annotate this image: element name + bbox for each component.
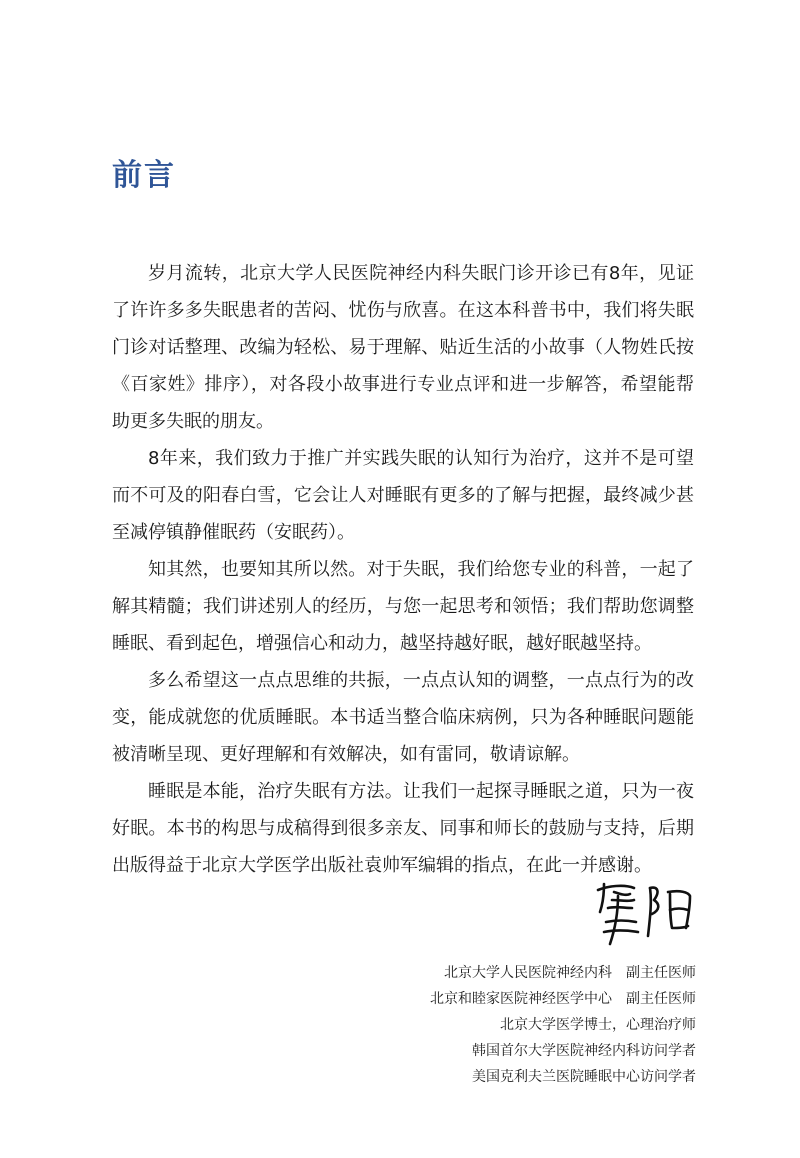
affiliation-line-4: 韩国首尔大学医院神经内科访问学者 — [472, 1043, 696, 1059]
author-affiliations — [430, 960, 696, 1090]
affiliation-line-5: 美国克利夫兰医院睡眠中心访问学者 — [472, 1069, 696, 1085]
paragraph-3: 知其然，也要知其所以然。对于失眠，我们给您专业的科普，一起了解其精髓；我们讲述别人的经历，与您一起思考和领悟；我们帮助您调整睡眠、看到起色，增强信心和动力，越坚持越好眠，越好眠越坚持。 — [112, 559, 694, 654]
paragraph-5: 睡眠是本能，治疗失眠有方法。让我们一起探寻睡眠之道，只为一夜好眠。本书的构思与成稿得到很多亲友、同事和师长的鼓励与支持，后期出版得益于北京大学医学出版社袁帅军编辑的指点，在此一并感谢。 — [112, 781, 694, 876]
paragraph-1: 岁月流转，北京大学人民医院神经内科失眠门诊开诊已有8年，见证了许许多多失眠患者的苦闷、忧伤与欣喜。在这本科普书中，我们将失眠门诊对话整理、改编为轻松、易于理解、贴近生活的小故事（人物姓氏按《百家姓》排序），对各段小故事进行专业点评和进一步解答，希望能帮助更多失眠的朋友。 — [112, 263, 694, 432]
preface-body — [112, 255, 694, 884]
paragraph-4: 多么希望这一点点思维的共振，一点点认知的调整，一点点行为的改变，能成就您的优质睡眠。本书适当整合临床病例，只为各种睡眠问题能被清晰呈现、更好理解和有效解决，如有雷同，敬请谅解。 — [112, 670, 694, 765]
affiliation-line-3: 北京大学医学博士，心理治疗师 — [500, 1017, 696, 1033]
page-title: 前言 — [112, 158, 176, 193]
affiliation-line-2: 北京和睦家医院神经医学中心 副主任医师 — [430, 991, 696, 1007]
handwritten-signature — [590, 878, 700, 948]
paragraph-2: 8年来，我们致力于推广并实践失眠的认知行为治疗，这并不是可望而不可及的阳春白雪，它会让人对睡眠有更多的了解与把握，最终减少甚至减停镇静催眠药（安眠药）。 — [112, 448, 694, 543]
affiliation-line-1: 北京大学人民医院神经内科 副主任医师 — [444, 965, 696, 981]
